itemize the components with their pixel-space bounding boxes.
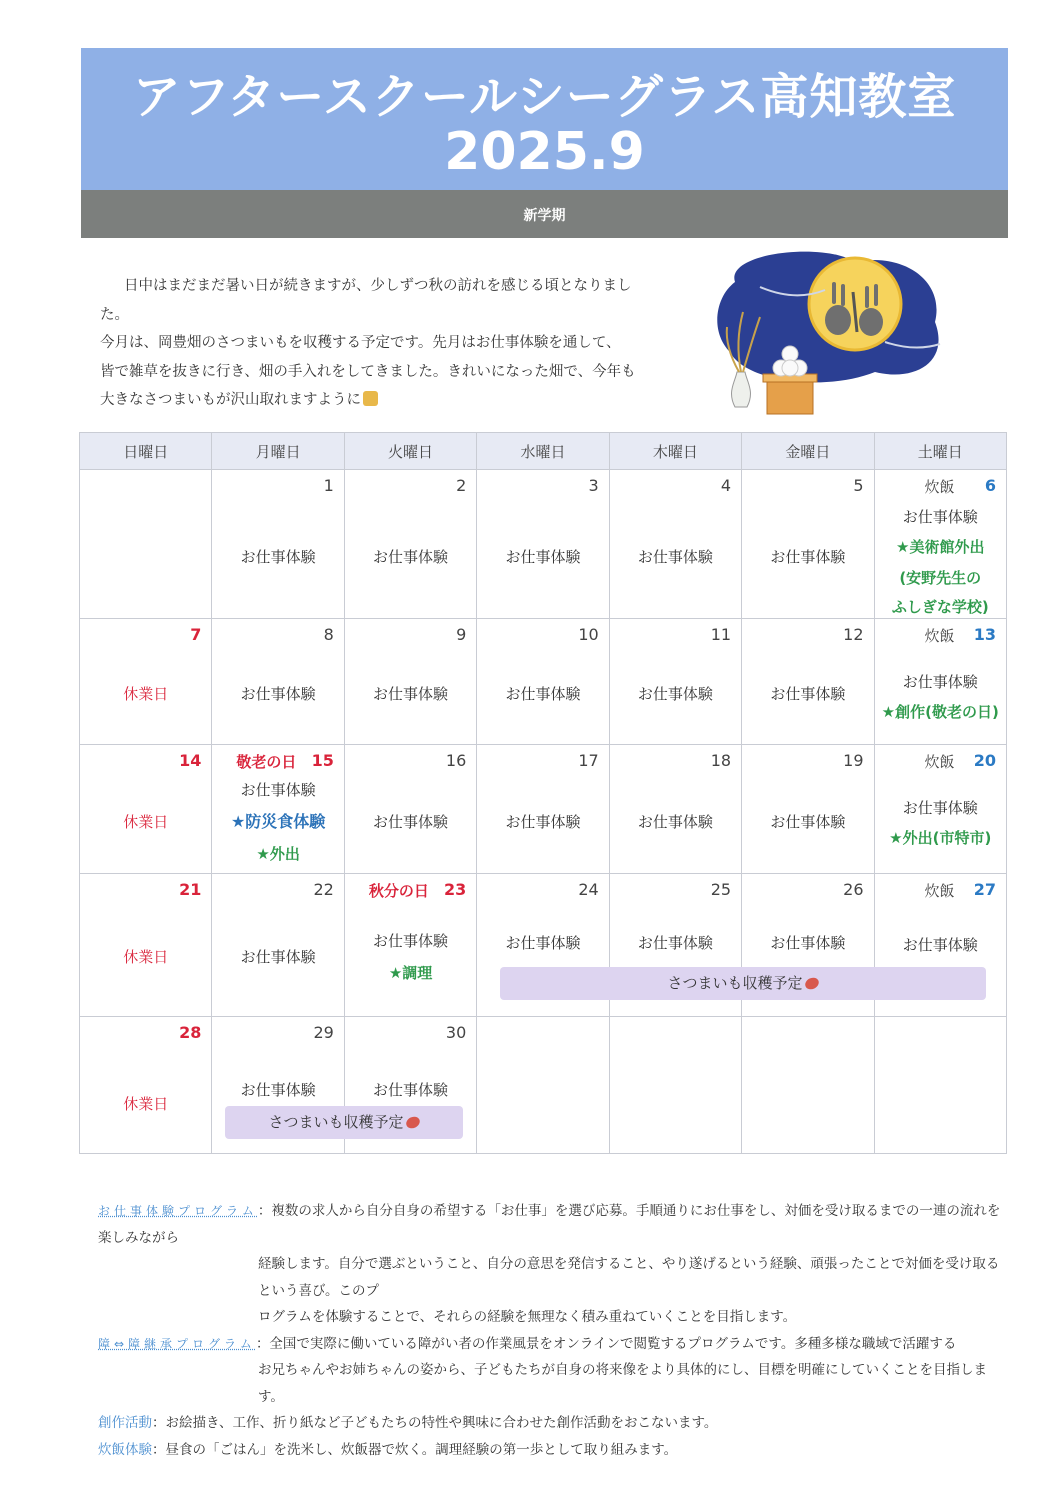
day-number: 9 [456,625,467,644]
intro-text [100,272,660,415]
day-number: 22 [313,880,334,899]
weekday-header: 月曜日 [212,433,344,470]
day-cell [212,470,344,619]
work-label: お仕事体験 [373,1081,449,1099]
day-number: 21 [179,880,202,899]
subtitle-bar: 新学期 [81,190,1008,238]
day-number: 12 [843,625,864,644]
note-label: 炊飯体験 [98,1441,152,1458]
day-number: 15 [311,751,334,770]
weekday-header: 水曜日 [477,433,609,470]
day-cell [477,470,609,619]
event-label: ふしぎな学校) [891,598,989,616]
work-label: お仕事体験 [770,685,846,703]
day-number: 11 [710,625,732,644]
day-cell [344,745,476,874]
note-text: 経験します。自分で選ぶということ、自分の意思を発信すること、やり遂げるという経験、頑張ったことで対価を受け取るという喜び。このプ [258,1256,1000,1299]
day-cell [609,619,741,745]
day-cell [212,619,344,745]
intro-line: 日中はまだまだ暑い日が続きますが、少しずつ秋の訪れを感じる頃となりました。 [100,278,632,323]
day-number: 7 [190,625,202,644]
day-number: 30 [445,1023,467,1042]
holiday-label: 敬老の日 [236,753,297,771]
work-label: お仕事体験 [637,813,713,831]
work-label: お仕事体験 [902,799,978,817]
day-cell [609,470,741,619]
intro-line-text: 大きなさつまいもが沢山取れますように [100,392,361,408]
note-cooking [98,1437,1010,1464]
day-cell [477,745,609,874]
harvest-band [500,967,986,1000]
day-cell [344,619,476,745]
day-cell-holiday [212,745,344,874]
work-label: お仕事体験 [637,934,713,952]
weekday-header: 金曜日 [742,433,874,470]
day-number: 19 [843,751,864,770]
day-cell [344,470,476,619]
weekday-header: 日曜日 [80,433,212,470]
event-label: (安野先生の [899,569,982,587]
work-label: お仕事体験 [240,781,316,799]
closed-label: 休業日 [123,813,169,831]
sweet-potato-icon [803,976,820,992]
day-cell [742,619,874,745]
cook-label: 炊飯 [924,753,955,771]
day-cell-sunday [80,874,212,1017]
work-label: お仕事体験 [373,548,449,566]
day-number: 10 [578,625,599,644]
note-text: ：複数の求人から自分自身の希望する「お仕事」を選び応募。手順通りにお仕事をし、対価を受け取るまでの一連の流れを楽しみながら [98,1203,1001,1246]
work-label: お仕事体験 [505,934,581,952]
note-label: 創作活動 [98,1415,152,1431]
day-number: 2 [456,476,467,495]
day-number: 8 [323,625,334,644]
day-cell [609,745,741,874]
work-label: お仕事体験 [902,508,978,526]
calendar-table [79,432,1007,1154]
holiday-label: 秋分の日 [368,882,429,900]
note-text: ：昼食の「ごはん」を洗米し、炊飯器で炊く。調理経験の第一歩として取り組みます。 [152,1441,678,1458]
closed-label: 休業日 [123,1095,169,1113]
empty-cell [874,1017,1006,1154]
day-number: 18 [710,751,732,770]
note-text: ：全国で実際に働いている障がい者の作業風景をオンラインで閲覧するプログラムです。多種多様な職域で活躍する [255,1335,957,1352]
cook-label: 炊飯 [924,627,955,645]
empty-cell [477,1017,609,1154]
day-number: 13 [973,625,996,644]
note-text: ログラムを体験することで、それらの経験を無理なく積み重ねていくことを目指します。 [258,1309,797,1325]
week-row [80,619,1007,745]
work-label: お仕事体験 [902,673,978,691]
weekday-header: 火曜日 [344,433,476,470]
title-banner [81,48,1008,190]
week-row [80,745,1007,874]
day-cell [477,619,609,745]
empty-cell [742,1017,874,1154]
work-label: お仕事体験 [373,685,449,703]
day-number: 4 [720,476,732,495]
moon-viewing-illustration-icon [705,242,950,422]
closed-label: 休業日 [123,948,169,966]
day-number: 14 [179,751,202,770]
cook-label: 炊飯 [924,882,955,900]
harvest-label: さつまいも収穫予定 [667,974,803,992]
work-label: お仕事体験 [373,813,449,831]
day-cell-saturday [874,745,1006,874]
work-label: お仕事体験 [505,685,581,703]
day-number: 20 [973,751,996,770]
note-creative [98,1410,1010,1437]
sweet-potato-icon [404,1115,421,1131]
event-label: ★美術館外出 [896,538,985,556]
work-label: お仕事体験 [505,548,581,566]
note-text: ：お絵描き、工作、折り紙など子どもたちの特性や興味に合わせた創作活動をおこないます。 [152,1415,718,1431]
note-label: お仕事体験プログラム [98,1204,258,1218]
work-label: お仕事体験 [240,685,316,703]
work-label: お仕事体験 [240,548,316,566]
weekday-header: 木曜日 [609,433,741,470]
work-label: お仕事体験 [637,685,713,703]
note-label: 障⇔障継承プログラム [98,1336,256,1351]
day-cell [212,874,344,1017]
event-label: ★調理 [388,964,433,982]
day-number: 5 [853,476,864,495]
cook-label: 炊飯 [924,478,955,496]
day-number: 28 [179,1023,202,1042]
event-label: ★外出(市特市) [889,829,992,847]
week-row [80,470,1007,619]
day-cell-saturday [874,619,1006,745]
day-cell [742,470,874,619]
work-label: お仕事体験 [770,548,846,566]
work-label: お仕事体験 [770,934,846,952]
page-title: アフタースクールシーグラス高知教室 [132,69,957,125]
day-number: 3 [588,476,599,495]
work-label: お仕事体験 [770,813,846,831]
empty-cell [609,1017,741,1154]
day-cell-saturday [874,470,1006,619]
event-label: ★外出 [256,845,300,863]
week-row [80,1017,1007,1154]
event-label: ★防災食体験 [230,812,326,831]
day-number: 16 [445,751,467,770]
day-number: 23 [444,880,467,899]
sweet-potato-emoji-icon [363,391,378,406]
day-number: 17 [578,751,599,770]
work-label: お仕事体験 [373,932,449,950]
work-label: お仕事体験 [240,948,316,966]
day-number: 25 [710,880,732,899]
intro-line: 今月は、岡豊畑のさつまいもを収穫する予定です。先月はお仕事体験を通して、 [100,335,621,351]
day-cell [742,745,874,874]
day-cell-sunday [80,745,212,874]
note-work-program [98,1198,1010,1331]
event-label: ★創作(敬老の日) [881,703,999,721]
work-label: お仕事体験 [505,813,581,831]
day-cell-sunday [80,1017,212,1154]
closed-label: 休業日 [123,685,169,703]
intro-line-last [100,386,660,415]
program-notes [98,1198,1010,1463]
day-number: 27 [973,880,996,899]
day-number: 26 [843,880,864,899]
day-cell-sunday [80,619,212,745]
day-number: 6 [984,476,996,495]
month-label: 2025.9 [444,122,645,182]
note-text: お兄ちゃんやお姉ちゃんの姿から、子どもたちが自身の将来像をより具体的にし、目標を明確にしていくことを目指します。 [258,1362,987,1405]
day-number: 29 [313,1023,334,1042]
empty-cell [80,470,212,619]
note-succession-program [98,1331,1010,1411]
work-label: お仕事体験 [240,1081,316,1099]
weekday-header-row [80,433,1007,470]
day-number: 1 [323,476,334,495]
intro-line: 皆で雑草を抜きに行き、畑の手入れをしてきました。きれいになった畑で、今年も [100,363,636,380]
day-cell-holiday [344,874,476,1017]
harvest-band [225,1106,463,1139]
work-label: お仕事体験 [902,936,978,954]
weekday-header: 土曜日 [874,433,1006,470]
day-number: 24 [578,880,599,899]
harvest-label: さつまいも収穫予定 [268,1113,404,1131]
work-label: お仕事体験 [637,548,713,566]
